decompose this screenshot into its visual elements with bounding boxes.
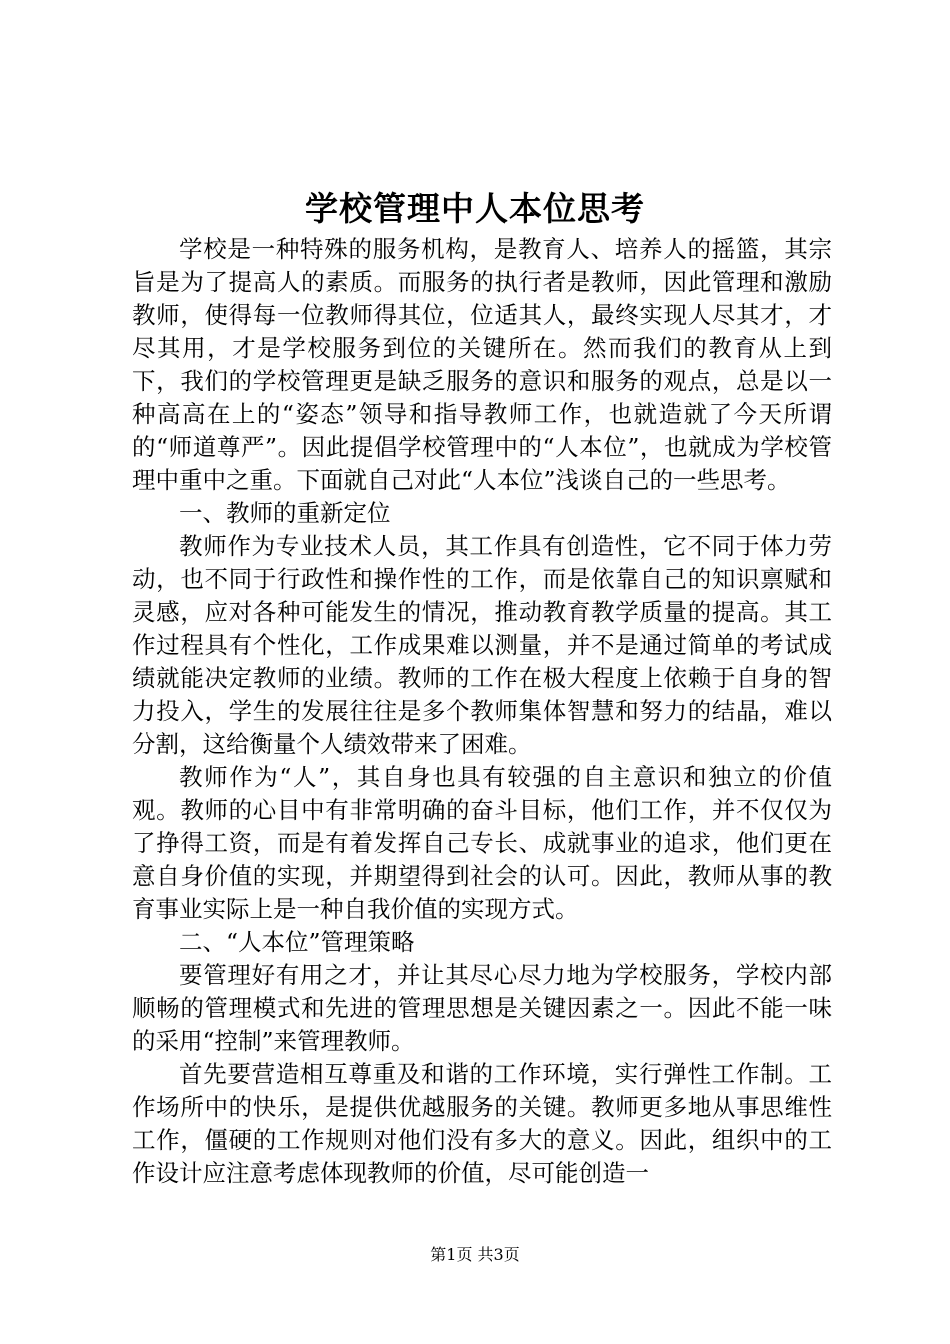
body-paragraph-management-model: 要管理好有用之才，并让其尽心尽力地为学校服务，学校内部顺畅的管理模式和先进的管理思想是关键因素之一。因此不能一味的采用“控制”来管理教师。 (132, 961, 832, 1055)
document-body (132, 233, 832, 1190)
section-heading-1: 一、教师的重新定位 (179, 499, 391, 527)
body-paragraph-teacher-as-person: 教师作为“人”，其自身也具有较强的自主意识和独立的价值观。教师的心目中有非常明确的奋斗目标，他们工作，并不仅仅为了挣得工资，而是有着发挥自己专长、成就事业的追求，他们更在意自身价值的实现，并期望得到社会的认可。因此，教师从事的教育事业实际上是一种自我价值的实现方式。 (132, 763, 832, 923)
section-heading-2: 二、“人本位”管理策略 (179, 928, 415, 956)
page-number-footer: 第1页 共3页 (430, 1245, 520, 1264)
body-paragraph-work-environment: 首先要营造相互尊重及和谐的工作环境，实行弹性工作制。工作场所中的快乐，是提供优越服务的关键。教师更多地从事思维性工作，僵硬的工作规则对他们没有多大的意义。因此，组织中的工作设计应注意考虑体现教师的价值，尽可能创造一 (132, 1060, 832, 1187)
document-title: 学校管理中人本位思考 (305, 189, 645, 228)
body-paragraph-teacher-work: 教师作为专业技术人员，其工作具有创造性，它不同于体力劳动，也不同于行政性和操作性的工作，而是依靠自己的知识禀赋和灵感，应对各种可能发生的情况，推动教育教学质量的提高。其工作过程具有个性化，工作成果难以测量，并不是通过简单的考试成绩就能决定教师的业绩。教师的工作在极大程度上依赖于自身的智力投入，学生的发展往往是多个教师集体智慧和努力的结晶，难以分割，这给衡量个人绩效带来了困难。 (132, 532, 832, 758)
intro-paragraph: 学校是一种特殊的服务机构，是教育人、培养人的摇篮，其宗旨是为了提高人的素质。而服务的执行者是教师，因此管理和激励教师，使得每一位教师得其位，位适其人，最终实现人尽其才，才尽其用，才是学校服务到位的关键所在。然而我们的教育从上到下，我们的学校管理更是缺乏服务的意识和服务的观点，总是以一种高高在上的“姿态”领导和指导教师工作，也就造就了今天所谓的“师道尊严”。因此提倡学校管理中的“人本位”，也就成为学校管理中重中之重。下面就自己对此“人本位”浅谈自己的一些思考。 (132, 235, 832, 494)
